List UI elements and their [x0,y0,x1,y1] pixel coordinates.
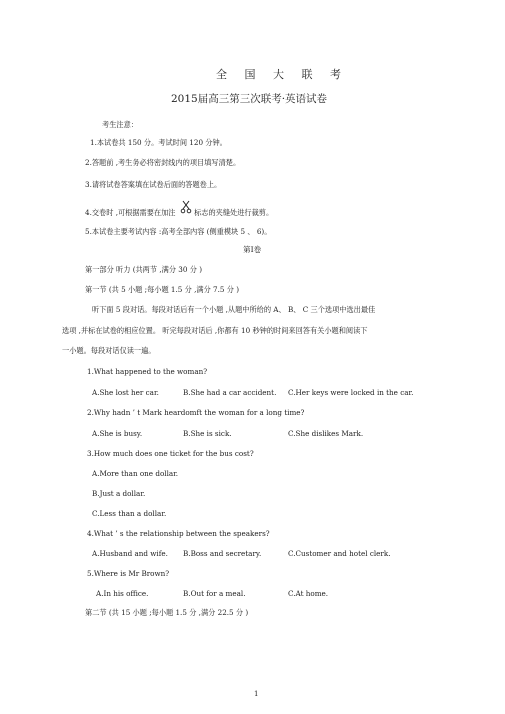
question-4: 4.What ’ s the relationship between the speakers? [87,529,270,538]
q4-option-a: A.Husband and wife. [92,549,168,558]
question-2: 2.Why hadn ’ t Mark heardomft the woman for a long time? [87,408,305,417]
section1-heading: 第一节 (共 5 小题 ;每小题 1.5 分 ,满分 7.5 分 ) [85,285,240,294]
part1-heading: 第一部分 听力 (共两节 ,满分 30 分 ) [85,265,202,274]
notice-item-4-text: 4.交卷时 ,可根据需要在加注 [85,208,176,217]
notice-item-4 [85,207,273,217]
notice-item-5: 5.本试卷主要考试内容 :高考全部内容 (侧重模块 5 、 6)。 [85,227,272,236]
q1-option-a: A.She lost her car. [92,388,159,397]
q3-option-c: C.Less than a dollar. [92,509,167,518]
question-1: 1.What happened to the woman? [87,367,208,376]
instruction-line-1: 听下面 5 段对话。每段对话后有一个小题 ,从题中所给的 A、 B、 C 三个选项中选出最佳 [92,305,376,314]
page-title: 全 国 大 联 考 [216,68,348,81]
q1-option-c: C.Her keys were locked in the car. [288,388,414,397]
q4-option-c: C.Customer and hotel clerk. [288,549,391,558]
question-3: 3.How much does one ticket for the bus cost? [87,449,254,458]
notice-item-4-text-after: 标志的夹缝处进行裁剪。 [194,208,274,217]
q2-option-c: C.She dislikes Mark. [288,429,364,438]
notice-item-3: 3.请将试卷答案填在试卷后面的答题卷上。 [85,180,222,189]
page-subtitle: 2015届高三第三次联考·英语试卷 [171,93,328,105]
instruction-line-2: 选项 ,并标在试卷的相应位置。 听完每段对话后 ,你都有 10 秒钟的时间来回答有关小题和阅读下 [62,326,368,335]
page-number: 1 [254,690,259,698]
q5-option-a: A.In his office. [96,589,149,598]
section2-heading: 第二节 (共 15 小题 ;每小题 1.5 分 ,满分 22.5 分 ) [85,608,249,617]
q4-option-b: B.Boss and secretary. [183,549,262,558]
q2-option-b: B.She is sick. [183,429,232,438]
q3-option-a: A.More than one dollar. [92,469,179,478]
notice-item-2: 2.答题前 ,考生务必将密封线内的项目填写清楚。 [85,158,241,167]
notice-heading: 考生注意： [102,120,138,129]
instruction-line-3: 一小题。每段对话仅读一遍。 [62,346,156,355]
q3-option-b: B.Just a dollar. [92,489,146,498]
notice-item-1: 1.本试卷共 150 分。考试时间 120 分钟。 [90,138,227,147]
q1-option-b: B.She had a car accident. [183,388,277,397]
question-5: 5.Where is Mr Brown? [87,569,170,578]
volume-heading: 第Ⅰ卷 [243,245,262,254]
scissors-icon [178,207,192,216]
q5-option-c: C.At home. [288,589,329,598]
q2-option-a: A.She is busy. [92,429,143,438]
q5-option-b: B.Out for a meal. [183,589,246,598]
